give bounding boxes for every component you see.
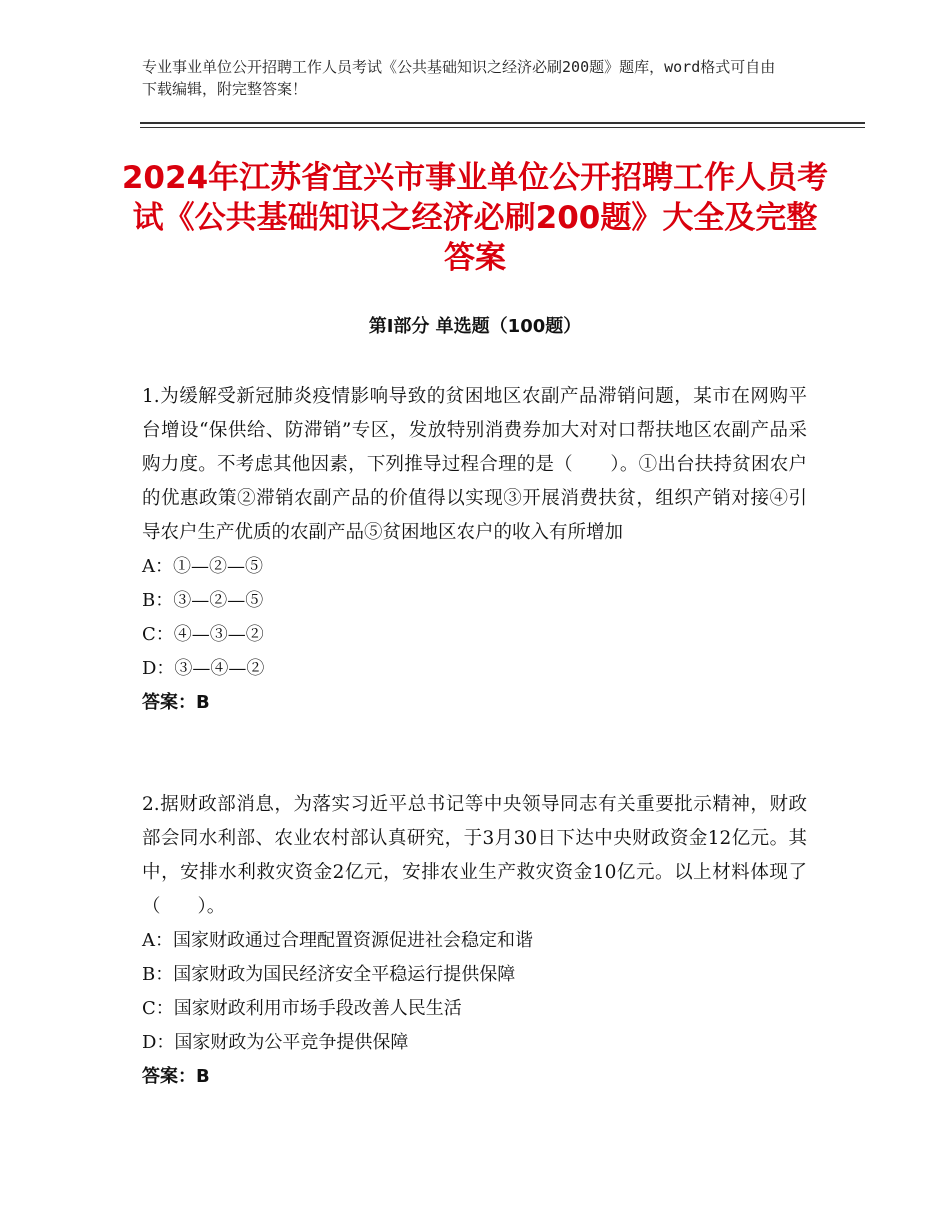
answer: 答案：B [142,692,210,713]
document-title: 2024年江苏省宜兴市事业单位公开招聘工作人员考试《公共基础知识之经济必刷200题》大全及完整答案 [121,160,829,276]
question-2 [142,788,807,1094]
question-1 [142,380,807,720]
option-d: D：③—④—② [142,658,265,679]
header-note: 专业事业单位公开招聘工作人员考试《公共基础知识之经济必刷200题》题库，word格式可自由下载编辑，附完整答案！ [142,58,776,98]
answer: 答案：B [142,1066,210,1087]
header-divider [140,122,865,124]
option-a: A：国家财政通过合理配置资源促进社会稳定和谐 [142,930,533,951]
option-c: C：④—③—② [142,624,264,645]
option-b: B：③—②—⑤ [142,590,264,611]
question-stem: 2.据财政部消息，为落实习近平总书记等中央领导同志有关重要批示精神，财政部会同水利部、农业农村部认真研究，于3月30日下达中央财政资金12亿元。其中，安排水利救灾资金2亿元，安排农业生产救灾资金10亿元。以上材料体现了（ ）。 [142,794,807,917]
section-heading: 第Ⅰ部分 单选题（100题） [368,316,582,337]
option-c: C：国家财政利用市场手段改善人民生活 [142,998,462,1019]
question-stem: 1.为缓解受新冠肺炎疫情影响导致的贫困地区农副产品滞销问题，某市在网购平台增设“保供给、防滞销”专区，发放特别消费券加大对对口帮扶地区农副产品采购力度。不考虑其他因素，下列推导过程合理的是（ ）。①出台扶持贫困农户的优惠政策②滞销农副产品的价值得以实现③开展消费扶贫，组织产销对接④引导农户生产优质的农副产品⑤贫困地区农户的收入有所增加 [142,386,807,543]
option-b: B：国家财政为国民经济安全平稳运行提供保障 [142,964,516,985]
header-divider-thin [140,127,865,128]
option-a: A：①—②—⑤ [142,556,263,577]
option-d: D：国家财政为公平竞争提供保障 [142,1032,409,1053]
